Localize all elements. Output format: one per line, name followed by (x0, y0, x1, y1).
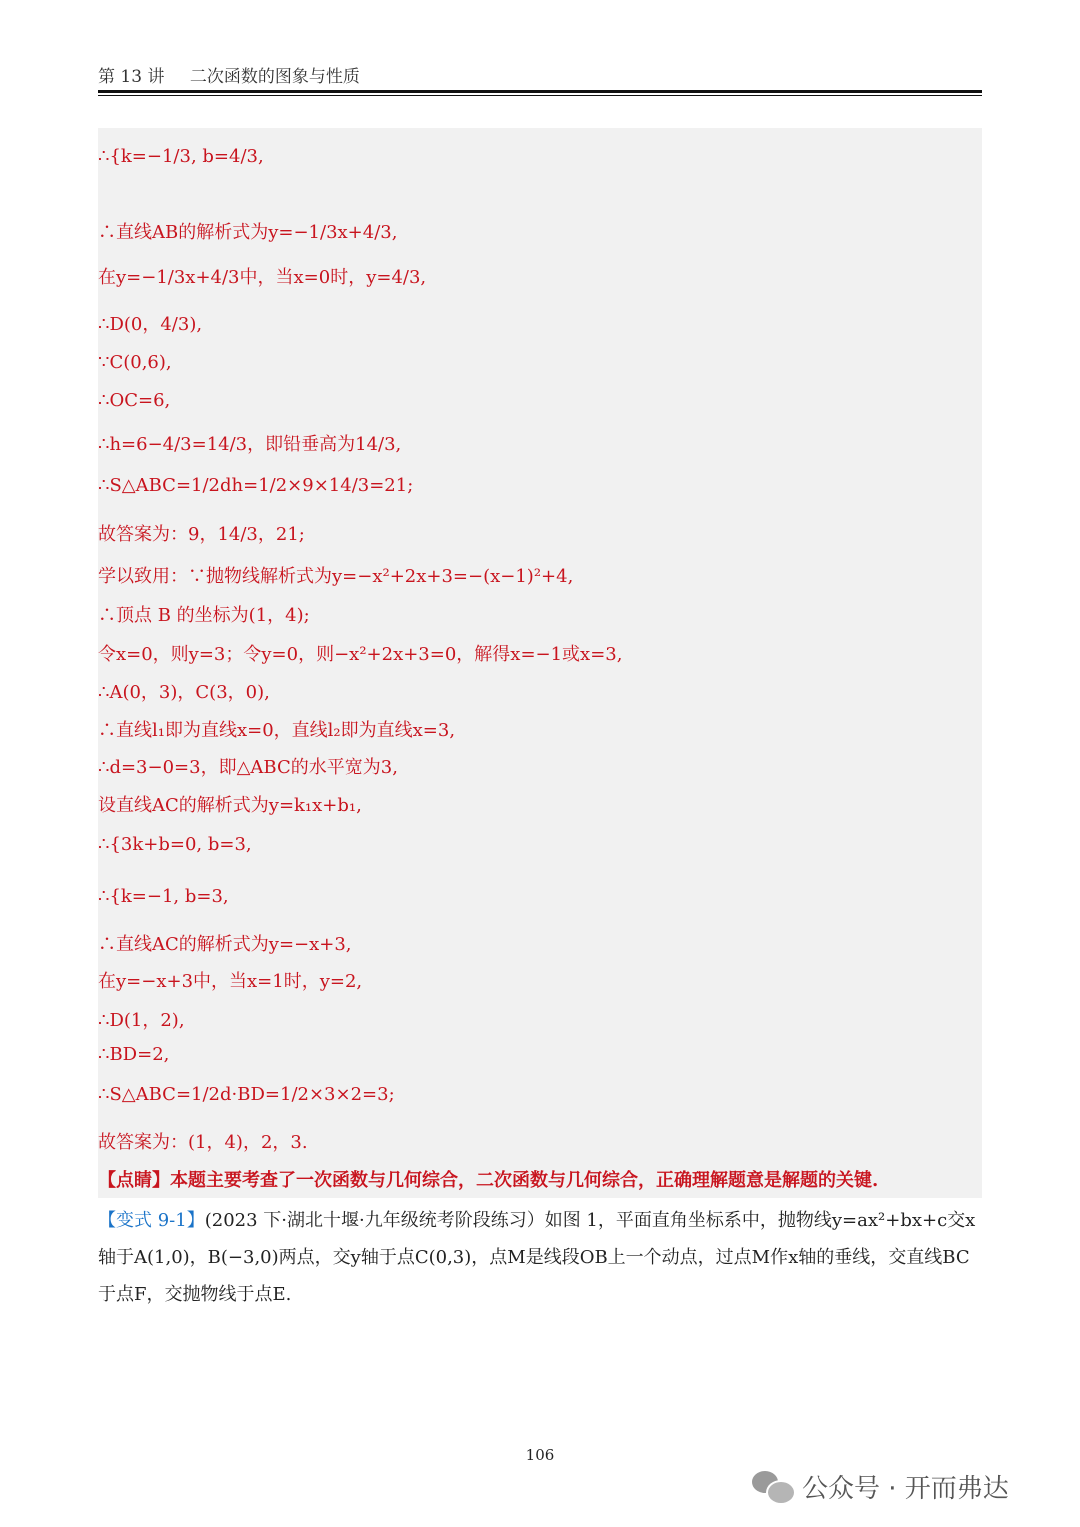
solution-line: ∴S△ABC=1/2dh=1/2×9×14/3=21; (98, 475, 414, 496)
solution-line: ∴S△ABC=1/2d·BD=1/2×3×2=3; (98, 1084, 395, 1105)
solution-line: ∴d=3−0=3，即△ABC的水平宽为3, (98, 757, 398, 778)
solution-line: ∵C(0,6), (98, 352, 172, 373)
solution-line: 故答案为：(1，4)，2，3. (98, 1132, 308, 1153)
variant-problem (98, 1202, 982, 1313)
variant-tag: 【变式 9-1】 (98, 1210, 205, 1231)
solution-line: ∴A(0，3)，C(3，0), (98, 682, 270, 703)
variant-text: (2023 下·湖北十堰·九年级统考阶段练习）如图 1，平面直角坐标系中，抛物线y=ax²+bx+c交x轴于A(1,0)，B(−3,0)两点，交y轴于点C(0,3)，点M是线段OB上一个动点，过点M作x轴的垂线，交直线BC于点F，交抛物线于点E. (98, 1210, 976, 1305)
solution-line: ∴BD=2, (98, 1044, 170, 1065)
solution-line: ∴D(0，4/3), (98, 314, 203, 335)
solution-line: ∴OC=6, (98, 390, 171, 411)
page-header (98, 62, 982, 87)
watermark (752, 1468, 1009, 1504)
header-rule-thick (98, 90, 982, 93)
solution-line: ∴直线AB的解析式为y=−1/3x+4/3, (98, 222, 398, 243)
solution-line: ∴直线l₁即为直线x=0，直线l₂即为直线x=3, (98, 720, 456, 741)
lecture-title: 二次函数的图象与性质 (189, 67, 360, 87)
lecture-number: 第 13 讲 (98, 67, 165, 87)
solution-line: ∴直线AC的解析式为y=−x+3, (98, 934, 352, 955)
watermark-text: 公众号 · 开而弗达 (802, 1473, 1009, 1504)
solution-line: 设直线AC的解析式为y=k₁x+b₁, (98, 795, 362, 816)
solution-line: 故答案为：9，14/3，21; (98, 524, 305, 545)
solution-line: 在y=−1/3x+4/3中，当x=0时，y=4/3, (98, 267, 427, 288)
solution-line: ∴{3k+b=0, b=3, (98, 834, 252, 855)
page-number: 106 (525, 1446, 555, 1464)
solution-line: ∴{k=−1/3, b=4/3, (98, 146, 264, 167)
tip-note: 【点睛】本题主要考查了一次函数与几何综合，二次函数与几何综合，正确理解题意是解题的关键. (98, 1170, 879, 1191)
solution-line: ∴h=6−4/3=14/3，即铅垂高为14/3, (98, 434, 402, 455)
solution-line: ∴顶点 B 的坐标为(1，4); (98, 605, 310, 626)
solution-line: ∴{k=−1, b=3, (98, 886, 229, 907)
solution-line: ∴D(1，2), (98, 1010, 185, 1031)
solution-line: 令x=0，则y=3；令y=0，则−x²+2x+3=0，解得x=−1或x=3, (98, 644, 623, 665)
header-rule-thin (98, 95, 982, 96)
solution-line: 学以致用：∵抛物线解析式为y=−x²+2x+3=−(x−1)²+4, (98, 566, 574, 587)
solution-block (98, 128, 982, 1198)
solution-line: 在y=−x+3中，当x=1时，y=2, (98, 971, 363, 992)
wechat-icon (752, 1469, 794, 1503)
